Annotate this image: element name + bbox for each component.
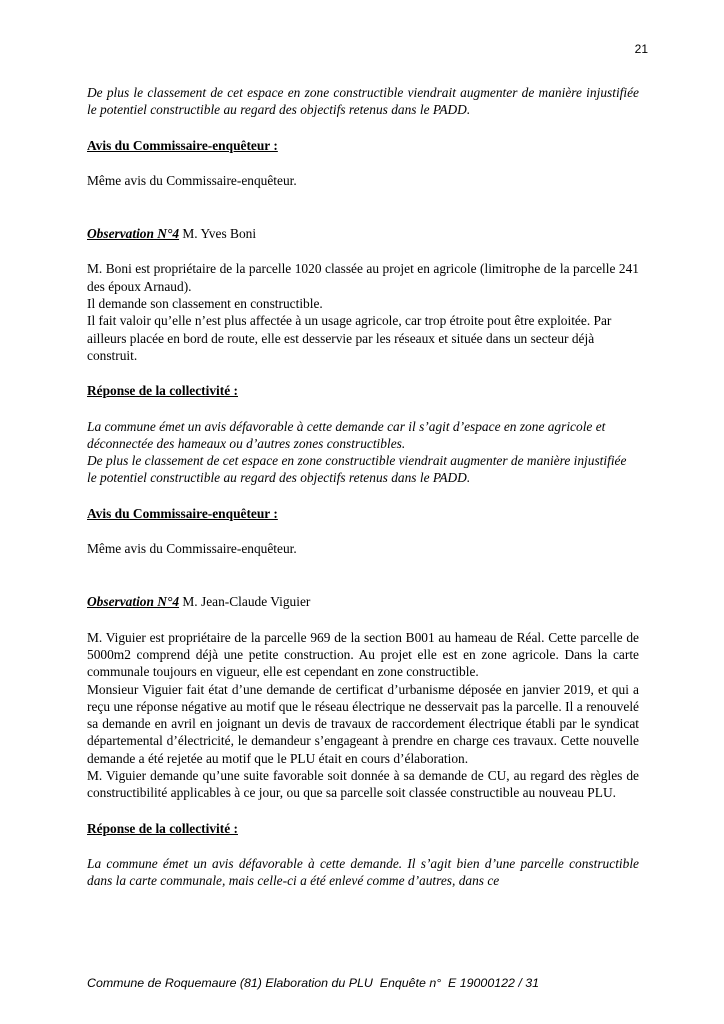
observation-paragraph: Monsieur Viguier fait état d’une demande de certificat d’urbanisme déposée en janvier 2019, et qui a reçu une réponse négative au motif que le réseau électrique ne desservait pas la parcelle. Il a renouvelé sa demande en avril en joignant un devis de travaux de raccordement électrique établi par le syndicat départemental d’électricité, le demandeur s’engageant à prendre en charge ces travaux. Cette nouvelle demande a été rejetée au motif que le PLU était en cours d’élaboration. xyxy=(87,681,639,766)
observation-heading xyxy=(87,593,639,610)
observation-label: Observation N°4 xyxy=(87,226,180,242)
reponse-collectivite-heading: Réponse de la collectivité : xyxy=(87,383,238,399)
document-body xyxy=(87,84,639,890)
reponse-paragraph: La commune émet un avis défavorable à cette demande car il s’agit d’espace en zone agricole et déconnectée des hameaux ou d’autres zones constructibles. xyxy=(87,418,606,451)
avis-commissaire-text: Même avis du Commissaire-enquêteur. xyxy=(87,172,297,188)
avis-commissaire-text: Même avis du Commissaire-enquêteur. xyxy=(87,541,297,557)
observation-paragraph: Il fait valoir qu’elle n’est plus affectée à un usage agricole, car trop étroite pout être exploitée. Par ailleurs placée en bord de route, elle est desservie par les réseaux et située dans un secteur déjà construit. xyxy=(87,313,612,363)
observation-paragraph: M. Boni est propriétaire de la parcelle 1020 classée au projet en agricole (limitrophe de la parcelle 241 des époux Arnaud). xyxy=(87,261,639,294)
observation-label: Observation N°4 xyxy=(87,594,180,610)
observation-paragraph: M. Viguier demande qu’une suite favorable soit donnée à sa demande de CU, au regard des règles de constructibilité applicables à ce jour, ou que sa parcelle soit classée constructible au nouveau PLU. xyxy=(87,768,639,801)
observation-paragraph: M. Viguier est propriétaire de la parcelle 969 de la section B001 au hameau de Réal. Cette parcelle de 5000m2 comprend déjà une petite construction. Au projet elle est en zone agricole. Dans la carte communale toujours en vigueur, elle est cependant en zone constructible. xyxy=(87,629,639,680)
page-footer: Commune de Roquemaure (81) Elaboration du PLU Enquête n° E 19000122 / 31 xyxy=(87,976,539,990)
avis-commissaire-heading: Avis du Commissaire-enquêteur : xyxy=(87,505,278,521)
reponse-paragraph: La commune émet un avis défavorable à cette demande. Il s’agit bien d’une parcelle constructible dans la carte communale, mais celle-ci a été enlevé comme d’autres, dans ce xyxy=(87,855,639,889)
page-number: 21 xyxy=(634,42,648,56)
reponse-paragraph: De plus le classement de cet espace en zone constructible viendrait augmenter de manière injustifiée le potentiel constructible au regard des objectifs retenus dans le PADD. xyxy=(87,453,627,486)
avis-commissaire-heading: Avis du Commissaire-enquêteur : xyxy=(87,137,278,153)
observation-person: M. Jean-Claude Viguier xyxy=(179,594,311,610)
observation-heading xyxy=(87,225,639,242)
reponse-collectivite-heading: Réponse de la collectivité : xyxy=(87,820,238,836)
observation-paragraph: Il demande son classement en constructible. xyxy=(87,296,323,312)
observation-person: M. Yves Boni xyxy=(179,226,257,242)
intro-paragraph: De plus le classement de cet espace en zone constructible viendrait augmenter de manière injustifiée le potentiel constructible au regard des objectifs retenus dans le PADD. xyxy=(87,85,639,118)
